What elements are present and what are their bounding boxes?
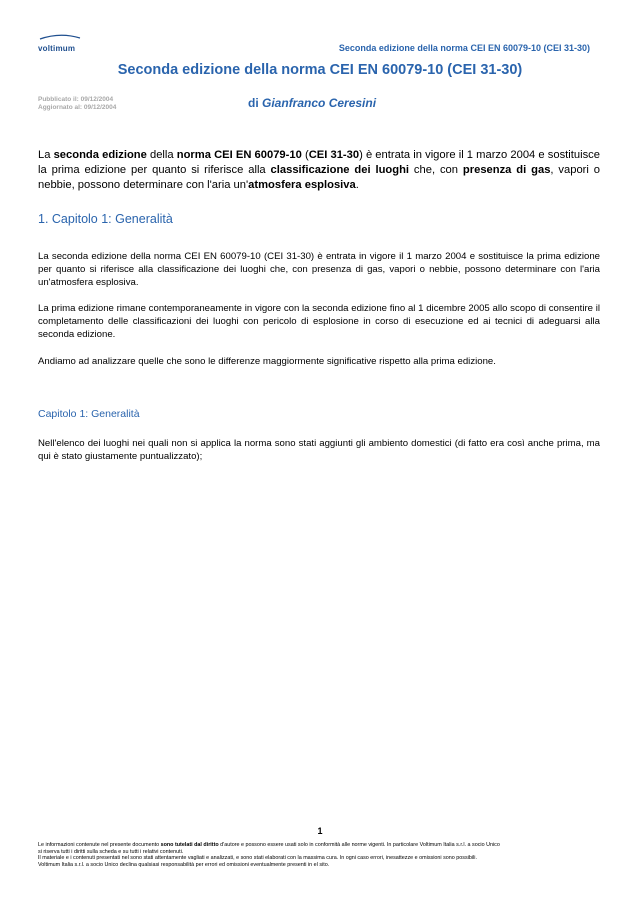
running-header: Seconda edizione della norma CEI EN 60079-10 (CEI 31-30) <box>338 43 590 53</box>
section-heading-1: 1. Capitolo 1: Generalità <box>38 212 173 226</box>
body-paragraph-4: Nell'elenco dei luoghi nei quali non si applica la norma sono stati aggiunti gli ambiento domestici (di fatto era così anche prima, ma qui è stato giustamente puntualizzato); <box>38 438 600 462</box>
logo-text: voltimum <box>38 44 76 53</box>
updated-date: Aggiornato al: 09/12/2004 <box>38 104 117 111</box>
section-heading-2: Capitolo 1: Generalità <box>38 408 140 420</box>
logo-swoosh-icon <box>38 34 82 40</box>
intro-paragraph: La seconda edizione della norma CEI EN 60079-10 (CEI 31-30) è entrata in vigore il 1 marzo 2004 e sostituisce la prima edizione per quanto si riferisce alla classificazione dei luoghi che, con presenza di gas, vapori o nebbie, possono determinare con l'aria un'atmosfera esplosiva. <box>38 149 601 191</box>
body-paragraph-3: Andiamo ad analizzare quelle che sono le differenze maggiormente significative rispetto alla prima edizione. <box>38 356 496 367</box>
body-paragraph-2: La prima edizione rimane contemporaneamente in vigore con la seconda edizione fino al 1 dicembre 2005 allo scopo di consentire il completamento delle classificazioni dei luoghi con pericolo di esplosione in corso di esecuzione ed ai tecnici di adeguarsi alla seconda edizione. <box>38 303 600 340</box>
footer-line-3: Il materiale e i contenuti presentati nel sono stati attentamente vagliati e analizzati, e sono stati elaborati con la massima cura. In ogni caso errori, inesattezze e omissioni sono possibili. <box>38 855 477 862</box>
footer-line-1: Le informazioni contenute nel presente documento sono tutelati dal diritto d'autore e possono essere usati solo in conformità alle norme vigenti. In particolare Voltimum Italia s.r.l. a socio Unico <box>38 842 500 848</box>
footer-line-4: Voltimum Italia s.r.l. a socio Unico declina qualsiasi responsabilità per errori ed omissioni eventualmente presenti in el sito. <box>38 861 330 868</box>
author-name: Gianfranco Ceresini <box>262 96 377 110</box>
body-paragraph-1: La seconda edizione della norma CEI EN 60079-10 (CEI 31-30) è entrata in vigore il 1 marzo 2004 e sostituisce la prima edizione per quanto si riferisce alla classificazione dei luoghi che, con presenza di gas, vapori o nebbie, possono determinare con l'aria un'atmosfera esplosiva. <box>38 251 600 288</box>
publication-meta <box>38 96 116 112</box>
author-line <box>248 96 376 110</box>
voltimum-logo <box>38 38 82 52</box>
page-number: 1 <box>317 826 323 836</box>
footer-line-2: si riserva tutti i diritti sulla scheda e su tutti i relativi contenuti. <box>38 848 184 855</box>
published-date: Pubblicato il: 09/12/2004 <box>38 96 114 103</box>
footer-disclaimer <box>38 842 608 868</box>
author-prefix: di <box>248 96 259 110</box>
page-title: Seconda edizione della norma CEI EN 60079-10 (CEI 31-30) <box>117 62 523 78</box>
